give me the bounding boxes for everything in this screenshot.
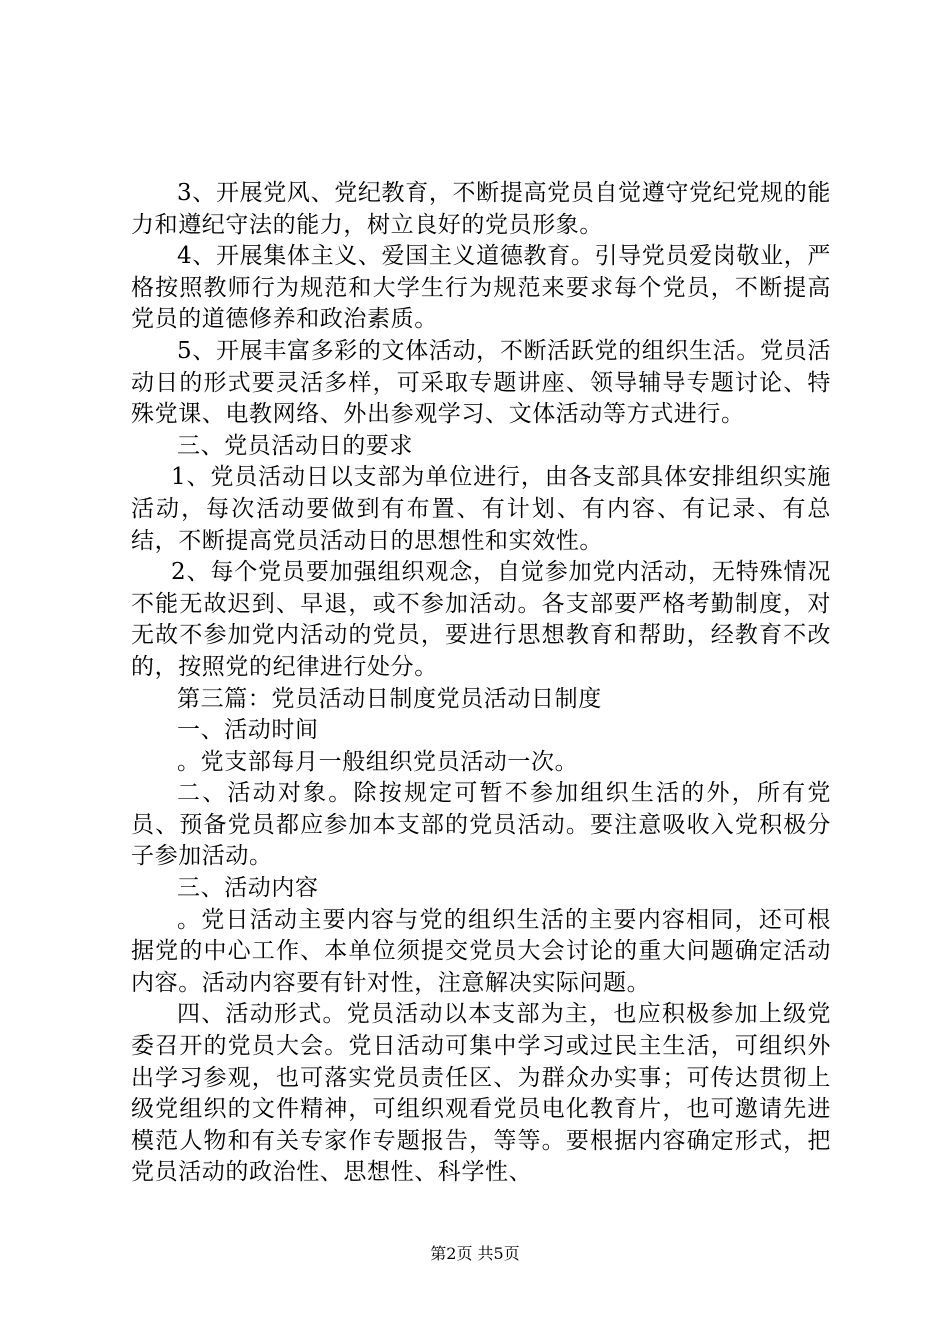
paragraph-1: 3、开展党风、党纪教育，不断提高党员自觉遵守党纪党规的能力和遵纪守法的能力，树立良好的党员形象。	[131, 180, 831, 238]
paragraph-7: 二、活动对象。除按规定可暂不参加组织生活的外，所有党员、预备党员都应参加本支部的党员活动。要注意吸收入党积极分子参加活动。	[131, 780, 831, 870]
paragraph-2: 4、开展集体主义、爱国主义道德教育。引导党员爱岗敬业，严格按照教师行为规范和大学生行为规范来要求每个党员，不断提高党员的道德修养和政治素质。	[131, 243, 831, 333]
paragraph-6: 。党支部每月一般组织党员活动一次。	[177, 748, 579, 775]
page-footer	[0, 1244, 950, 1264]
paragraph-4: 1、党员活动日以支部为单位进行，由各支部具体安排组织实施活动，每次活动要做到有布置、有计划、有内容、有记录、有总结，不断提高党员活动日的思想性和实效性。	[131, 464, 831, 554]
paragraph-5: 2、每个党员要加强组织观念，自觉参加党内活动，无特殊情况不能无故迟到、早退，或不参加活动。各支部要严格考勤制度，对无故不参加党内活动的党员，要进行思想教育和帮助，经教育不改的，按照党的纪律进行处分。	[131, 559, 831, 680]
paragraph-3: 5、开展丰富多彩的文体活动，不断活跃党的组织生活。党员活动日的形式要灵活多样，可采取专题讲座、领导辅导专题讨论、特殊党课、电教网络、外出参观学习、文体活动等方式进行。	[131, 337, 831, 428]
paragraph-8: 。党日活动主要内容与党的组织生活的主要内容相同，还可根据党的中心工作、本单位须提交党员大会讨论的重大问题确定活动内容。活动内容要有针对性，注意解决实际问题。	[131, 906, 831, 996]
section-heading-content: 三、活动内容	[177, 875, 319, 902]
chapter-heading: 第三篇：党员活动日制度党员活动日制度	[177, 685, 602, 712]
section-heading-time: 一、活动时间	[177, 717, 319, 744]
page-number-label: 第2页 共5页	[430, 1244, 520, 1263]
document-body	[131, 178, 831, 1189]
paragraph-9: 四、活动形式。党员活动以本支部为主，也应积极参加上级党委召开的党员大会。党日活动可集中学习或过民主生活，可组织外出学习参观，也可落实党员责任区、为群众办实事；可传达贯彻上级党组织的文件精神，可组织观看党员电化教育片，也可邀请先进模范人物和有关专家作专题报告，等等。要根据内容确定形式，把党员活动的政治性、思想性、科学性、	[131, 1001, 831, 1186]
section-heading-requirements: 三、党员活动日的要求	[177, 432, 413, 459]
